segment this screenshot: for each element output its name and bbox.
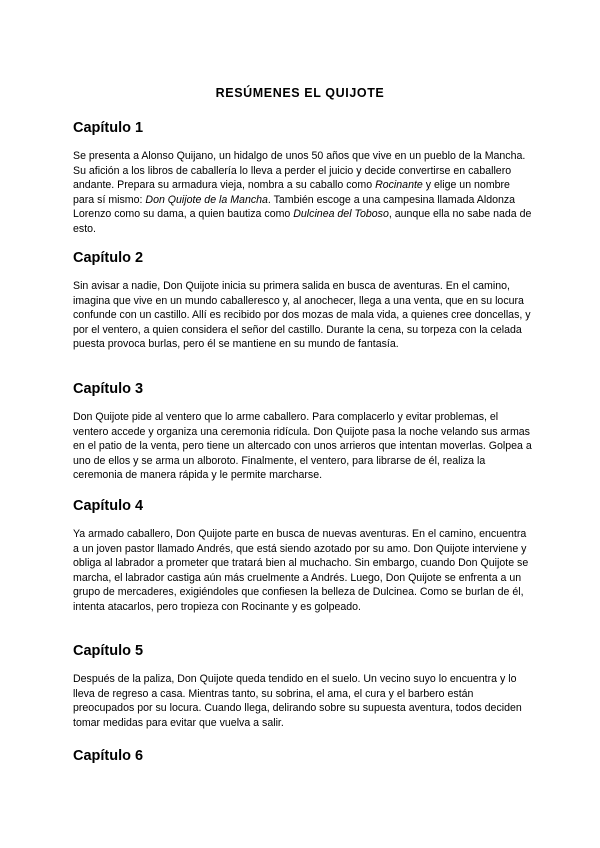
chapter-summary: Después de la paliza, Don Quijote queda tendido en el suelo. Un vecino suyo lo encuentra y lo lleva de regreso a casa. Mientras tanto, su sobrina, el ama, el cura y el barbero están preocupados por su locura. Cuando llega, delirando sobre su supuesta aventura, todos deciden tomar medidas para evitar que vuelva a salir. [73,673,522,729]
document-title: RESÚMENES EL QUIJOTE [215,86,385,100]
chapter-6 [73,747,533,765]
horse-name: Rocinante [375,179,423,192]
summary-text: Se presenta a Alonso Quijano, un hidalgo de unos 50 años que vive en un pueblo de la Mancha. Su afición a los libros de caballería lo lleva a perder el juicio y decide convertirse en caballero andante. Prepara su armadura vieja, nombra a su caballo como [73,150,526,192]
chapter-1 [73,119,533,237]
chapter-summary: Don Quijote pide al ventero que lo arme caballero. Para complacerlo y evitar problemas, el ventero accede y organiza una ceremonia ridícula. Don Quijote pasa la noche velando sus armas en el patio de la venta, pero tiene un altercado con unos arrieros que intentan moverlas. Golpea a uno de ellos y se arma un alboroto. Finalmente, el ventero, para librarse de él, realiza la ceremonia de manera rápida y le permite marcharse. [73,411,532,482]
chapter-summary [73,149,533,237]
chapter-summary: Ya armado caballero, Don Quijote parte en busca de nuevas aventuras. En el camino, encuentra a un joven pastor llamado Andrés, que está siendo azotado por su amo. Don Quijote interviene y obliga al labrador a prometer que tratará bien al muchacho. Sin embargo, cuando Don Quijote se marcha, el labrador castiga aún más cruelmente a Andrés. Luego, Don Quijote se enfrenta a un grupo de mercaderes, exigiéndoles que confiesen la belleza de Dulcinea. Como se burlan de él, intenta atacarlos, pero tropieza con Rocinante y es golpeado. [73,528,529,613]
summary-text: , aunque ella no sabe nada de esto. [73,208,532,235]
summary-text: y elige un nombre para sí mismo: [73,179,510,206]
chapter-5 [73,642,533,730]
chapter-3 [73,380,533,483]
knight-name: Don Quijote de la Mancha [145,193,268,206]
lady-name: Dulcinea del Toboso [293,208,389,221]
chapter-heading: Capítulo 6 [73,748,144,764]
summary-text: . También escoge a una campesina llamada Aldonza Lorenzo como su dama, a quien bautiza como [73,193,516,221]
chapter-summary: Sin avisar a nadie, Don Quijote inicia su primera salida en busca de aventuras. En el camino, imagina que vive en un mundo caballeresco y, al anochecer, llega a una venta, que en su locura confunde con un castillo. Allí es recibido por dos mozas de mala vida, a quienes cree doncellas, y por el ventero, a quien considera el señor del castillo. Durante la cena, su torpeza con la celada puesta provoca burlas, pero él se mantiene en su mundo de fantasía. [73,280,531,351]
chapter-heading: Capítulo 2 [73,250,144,266]
chapter-4 [73,497,533,615]
chapter-heading: Capítulo 1 [73,120,144,136]
chapter-2 [73,249,533,352]
chapter-heading: Capítulo 4 [73,498,144,514]
chapter-heading: Capítulo 5 [73,643,144,659]
chapter-heading: Capítulo 3 [73,381,144,397]
